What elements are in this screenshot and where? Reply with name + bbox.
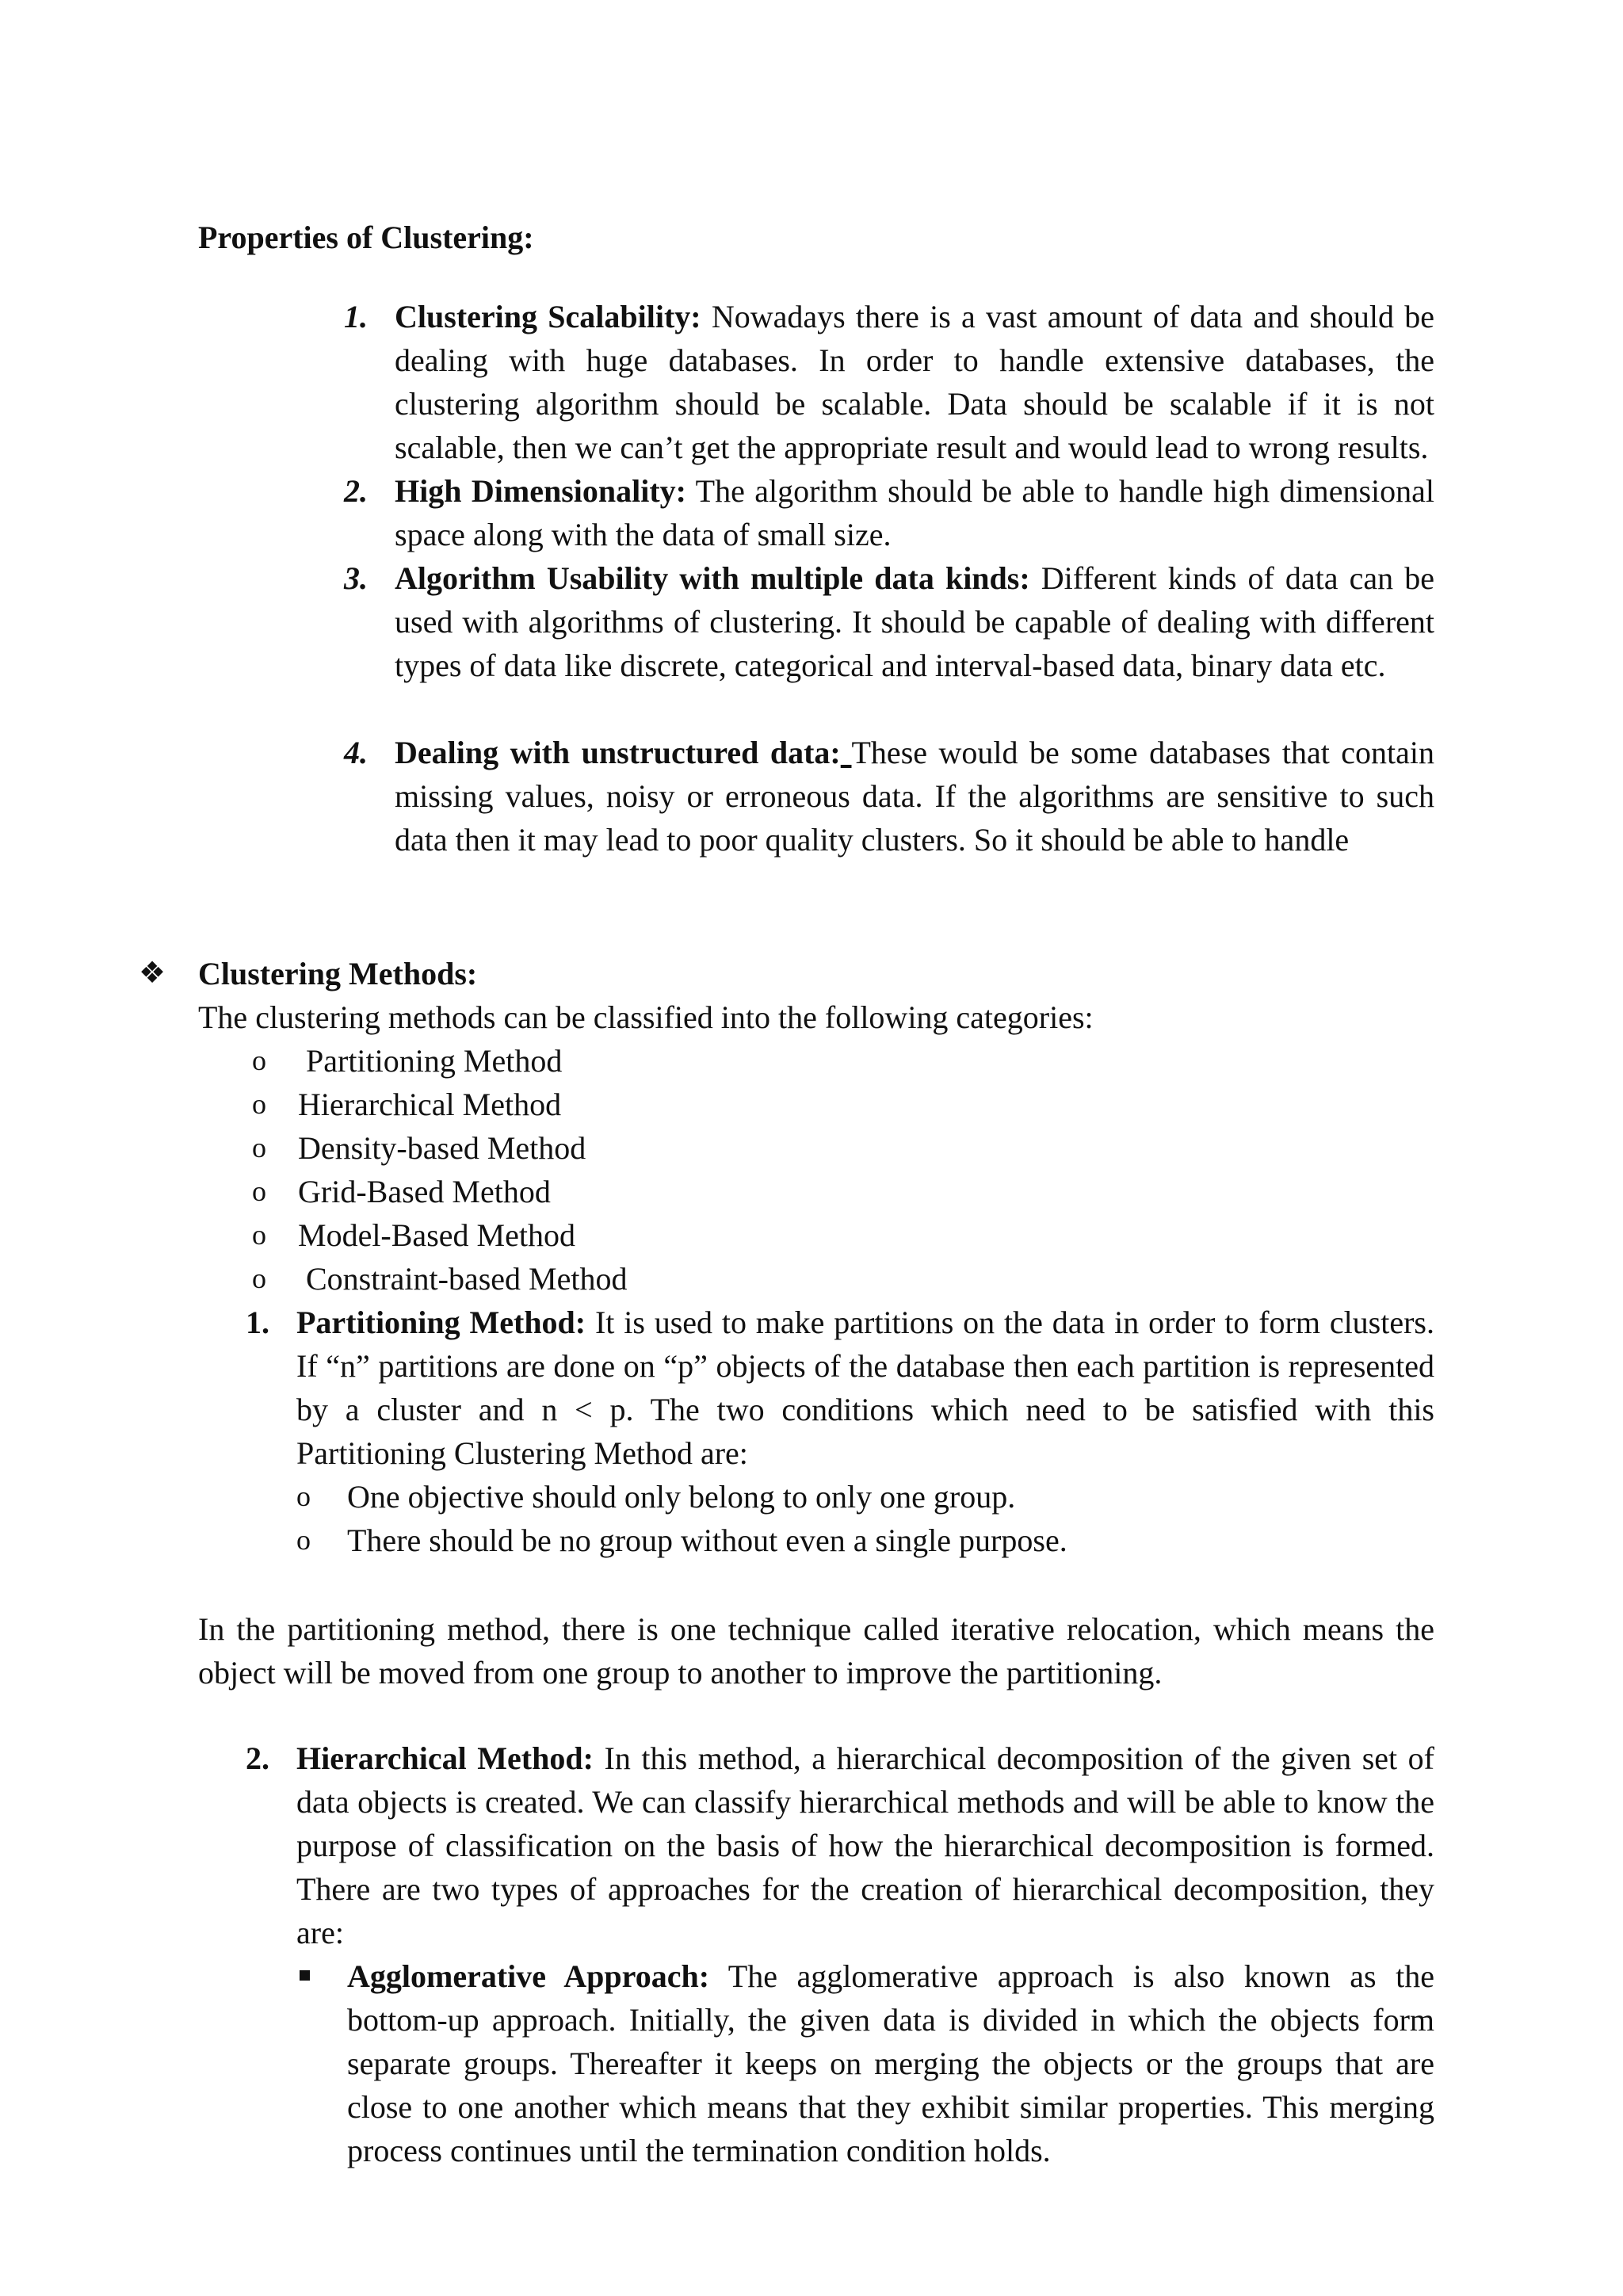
property-number: 1. xyxy=(344,299,368,334)
property-item-unstructured xyxy=(344,731,1435,861)
section-text: It is used to make partitions on the data in order to form clusters. If “n” partitions are done on “p” objects of the database then each partition is represented by a cluster and n < p. The two conditions which need to be satisfied with this Partitioning Clustering Method are: xyxy=(296,1305,1435,1471)
property-number: 3. xyxy=(344,560,368,596)
section-title: Hierarchical Method: xyxy=(296,1740,594,1776)
property-title: Dealing with unstructured data: xyxy=(395,735,841,770)
iterative-relocation-paragraph: In the partitioning method, there is one technique called iterative relocation, which means the object will be moved from one group to another to improve the partitioning. xyxy=(198,1611,1434,1690)
properties-list xyxy=(344,295,1435,861)
circle-bullet-icon: o xyxy=(252,1045,266,1076)
circle-bullet-icon: o xyxy=(252,1263,266,1294)
square-bullet-icon xyxy=(300,1970,310,1981)
category-label: Partitioning Method xyxy=(298,1043,563,1079)
category-label: Density-based Method xyxy=(298,1130,586,1166)
category-label: Model-Based Method xyxy=(298,1217,575,1253)
section-text: In this method, a hierarchical decomposition of the given set of data objects is created. We can classify hierarchical methods and will be able to know the purpose of classification on the basis of how the hierarchical decomposition is formed. There are two types of approaches for the creation of hierarchical decomposition, they are: xyxy=(296,1740,1435,1950)
property-text: These would be some databases that contain missing values, noisy or erroneous data. If the algorithms are sensitive to such data then it may lead to poor quality clusters. So it should be able to handle xyxy=(395,735,1435,858)
approach-text: The agglomerative approach is also known as the bottom-up approach. Initially, the given data is divided in which the objects form separate groups. Thereafter it keeps on merging the objects or the groups that are close to one another which means that they exhibit similar properties. This merging process continues until the termination condition holds. xyxy=(347,1958,1434,2168)
property-number: 2. xyxy=(344,473,368,509)
property-title: Algorithm Usability with multiple data kinds: xyxy=(395,560,1030,596)
condition-text: There should be no group without even a single purpose. xyxy=(347,1522,1067,1558)
diamond-bullet-icon: ❖ xyxy=(139,957,166,990)
methods-heading-label: Clustering Methods: xyxy=(198,956,478,991)
circle-bullet-icon: o xyxy=(252,1132,266,1163)
property-title: Clustering Scalability: xyxy=(395,299,701,334)
hierarchical-method-section xyxy=(246,1736,1435,1954)
property-item-usability xyxy=(344,556,1434,731)
section-number: 2. xyxy=(246,1740,269,1776)
property-text: Different kinds of data can be used with algorithms of clustering. It should be capable of dealing with different types of data like discrete, categorical and interval-based data, binary data etc. xyxy=(395,560,1434,683)
circle-bullet-icon: o xyxy=(252,1088,266,1120)
category-label: Constraint-based Method xyxy=(298,1261,628,1297)
property-number: 4. xyxy=(344,735,368,770)
partitioning-method-section xyxy=(246,1301,1435,1475)
category-label: Grid-Based Method xyxy=(298,1174,551,1209)
underline-space xyxy=(841,735,852,770)
circle-bullet-icon: o xyxy=(252,1219,266,1251)
agglomerative-approach-item xyxy=(347,1954,1434,2172)
section-number: 1. xyxy=(246,1305,269,1340)
property-text: The algorithm should be able to handle high dimensional space along with the data of small size. xyxy=(395,473,1434,552)
approach-title: Agglomerative Approach: xyxy=(347,1958,710,1994)
properties-heading: Properties of Clustering: xyxy=(198,220,534,255)
section-title: Partitioning Method: xyxy=(296,1305,586,1340)
property-text: Nowadays there is a vast amount of data and should be dealing with huge databases. In order to handle extensive databases, the clustering algorithm should be scalable. Data should be scalable if it is not scalable, then we can’t get the appropriate result and would lead to wrong results. xyxy=(395,299,1435,465)
circle-bullet-icon: o xyxy=(252,1175,266,1207)
category-label: Hierarchical Method xyxy=(298,1087,562,1122)
circle-bullet-icon: o xyxy=(296,1524,311,1556)
property-item-dimensionality xyxy=(344,469,1434,556)
methods-intro: The clustering methods can be classified into the following categories: xyxy=(198,999,1094,1035)
property-title: High Dimensionality: xyxy=(395,473,686,509)
condition-text: One objective should only belong to only one group. xyxy=(347,1479,1016,1515)
property-item-scalability xyxy=(344,295,1435,469)
circle-bullet-icon: o xyxy=(296,1480,311,1512)
